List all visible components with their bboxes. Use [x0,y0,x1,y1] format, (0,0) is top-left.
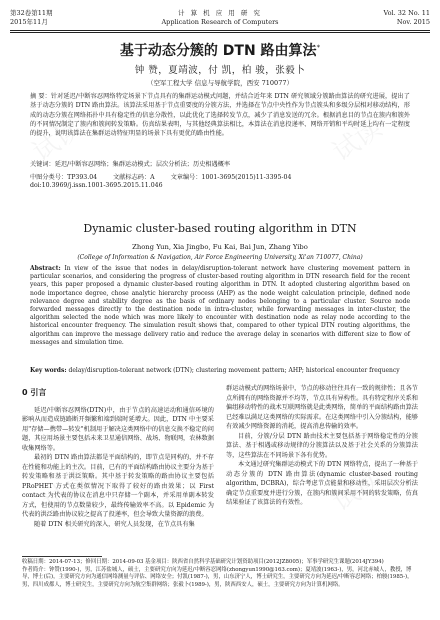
footnote-rule [22,556,102,557]
doi: doi:10.3969/j.issn.1001-3695.2015.11.046 [30,182,163,189]
section-heading-intro: 0 引言 [22,388,47,397]
article-number: 文章编号：1001-3695(2015)11-3395-04 [170,174,292,181]
keywords-cn: 关键词：延迟/中断容忍网络；集群运动模式；层次分析法；历史相遇概率 [30,161,231,168]
keywords-en-label: Key words: [30,367,67,374]
authors-en: Zhong Yun, Xia Jingbo, Fu Kai, Bai Jun, Zhang Yibo [132,243,308,251]
running-header [10,6,430,34]
footnote-funding: 收稿日期：2014-07-13；修回日期：2014-09-03 基金项目：陕西省自然科学基础研究计划资助项目(2012JZ8005)；军事学研究生课题(2014JY394) [22,559,384,565]
footnote [22,556,418,589]
header-rule [10,30,430,33]
paper-title-en: Dynamic cluster-based routing algorithm in DTN [83,222,357,235]
abstract-en-body: In view of the issue that nodes in delay/disruption-tolerant network have clustering movement pattern in particular scenarios, and considering the progress of cluster-based routing algorithm in DTN research field for the recent years, this paper proposed a dynamic cluster-based routing algorithm in DTN. It adopted clustering algorithm based on node importance degree, chose analytic hierarchy process (AHP) as the node weight calculation principle, defined node relevance degree and stability degree as the basis of ordinary nodes belonging to a particular cluster. Source node forwarded messages directly to the destination node in intra-cluster, while forwarding messages in inter-cluster, the algorithm selected the node which was more likely to encounter with destination node as relay node according to the historical encounter frequency. The simulation result shows that, compared to other typical DTN routing algorithms, the algorithm can improve the message delivery ratio and reduce the average delay in scenarios with different size to flow of messages and simulation time. [30,265,410,346]
body-paragraph: 本文通过研究集群运动模式下的 DTN 网络特点，提出了一种基于动态分簇的 DTN 路由算法(dynamic cluster-based routing algorithm, DCBRA)，综合考虑节点能量和移动性，采用层次分析法确定节点重要度并进行分簇，在簇内和簇间采用不同的转发策略，仿真结果验证了该算法的有效性。 [226,461,418,506]
doc-code: 文献标志码：A [113,174,155,181]
affiliation-cn: （空军工程大学 信息与导航学院，西安 710077） [147,79,293,87]
body-column-left [22,384,214,529]
footnote-authors: 作者简介：钟赞(1990-)，男，江苏盐城人，硕士，主要研究方向为延迟/中断容忍网络(zhongyun1990@163.com)；夏靖波(1963-)，男，河北赤城人，教授，博导，博士(后)，主要研究方向为通信网络测量与评估、网络安全；付凯(1987-)，男，山东济宁人，博士研究生，主要研究方向为延迟/中断容忍网络；柏骏(1985-)，男，四川成都人，博士研究生，主要研究方向为航空集群网络；张毅卜(1989-)，男，陕西西安人，硕士，主要研究方向为计算机网络。 [22,566,413,588]
paper-title-cn: 基于动态分簇的 DTN 路由算法* [119,43,321,59]
body-paragraph: 最初的 DTN 路由算法都是平面结构的，即节点是同构的，并不存在性能和功能上的主次。目前，已有的平面结构路由协议主要分为基于转发策略和基于洪泛策略。其中基于转发策略的路由协议主要包括 PRoPHET 方式在类似情况下取得了较好的路由效果；以 First contact 为代表的协议在消息中只存储一个副本，并采用单副本转发方式，但使用的节点数量较少，最终传输效率不高。以 Epidemic 为代表的洪泛路由协议较之提高了投递率，但会导致大量资源的浪费。 [22,454,214,518]
keywords-en [30,367,410,375]
header-left: 第32卷第11期 2015年11月 [10,9,53,26]
body-paragraph: 随着 DTN 相关研究的深入，研究人员发现，在节点具有集 [34,520,195,528]
clc-number: 中图分类号：TP393.04 [30,174,98,181]
classification-line [30,172,410,181]
keywords-en-body: delay/disruption-tolerant network (DTN); clustering movement pattern; AHP; historical encounter frequency [68,367,400,374]
abstract-cn: 摘 要：针对延迟/中断容忍网络特定场景下节点具有的集群运动模式问题，并结合近年来 DTN 研究领域分簇路由算法的研究进展，提出了基于动态分簇的 DTN 路由算法。该算法采用基于节点重要度的分簇方法，并选择在节点中央性作为节点簇头和多级分层相对移动结构，形成的动态分簇在网络拓扑中具有稳定性的信息分散性，以此优化了选择转发节点，减少了消息发送的冗余。根据消息目的节点在簇内和簇外的不同情况制定了簇内和簇间转发策略。仿真结果表明，与其他经典算法相比，本算法在消息投递率、网络开销和平均时延上均有一定程度的提升，说明该算法在集群运动特征明显的场景下具有更优的路由性能。 [30,93,410,138]
authors-cn: 钟 赞，夏靖波，付 凯，柏 骏，张毅卜 [134,65,306,76]
abstract-en [30,265,410,347]
body-column-right [226,384,418,508]
body-paragraph: 目前，分簇/分层 DTN 路由技术主要包括基于网络稳定性的分簇算法、基于相遇或移动规律的分簇算法以及基于社会关系的分簇算法等，这些算法在不同场景下各有优势。 [226,432,418,459]
header-center: 计 算 机 应 用 研 究 Application Research of Computers [161,9,279,26]
header-right: Vol. 32 No. 11 Nov. 2015 [383,9,430,26]
body-paragraph: 延迟/中断容忍网络(DTN)中，由于节点的高速运动和通信环境的影响从而造成链路断开频繁和端到端时延增大。因此，DTN 中主要采用"存储—携带—转发"机制用于解决这类网络中的信息交换不稳定的问题，其应用场景主要包括未来卫星通信网络、战场、物联网，农林数据收集网络等。 [22,406,214,452]
body-paragraph: 群运动模式的网络场景中，节点的移动往往具有一致的规律性；且各节点所拥有的网络资源并不均等，节点具有异构性。具有特定程序关系和偏组移动特性的战术互联网络就是此类网络，简单的平面结构路由算法已经难以满足这类网络的实际需求。在这类网络中引入分簇结构，能够有效减少网络资源的消耗，提高消息传输的效率。 [226,385,418,430]
abstract-en-label: Abstract: [30,265,61,272]
affiliation-en: (College of Information & Navigation, Air Force Engineering University, Xi'an 710077, China) [77,254,363,261]
